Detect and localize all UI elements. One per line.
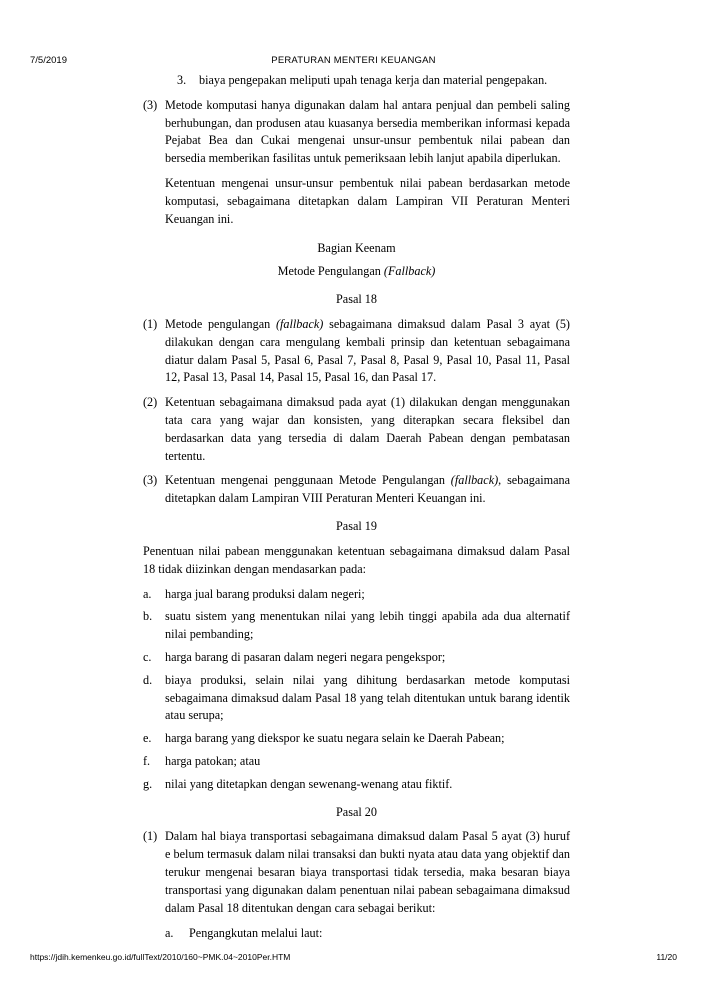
list-item <box>143 730 570 748</box>
text-part-a: Metode pengulangan <box>165 316 276 331</box>
list-marker: 3. <box>177 73 187 87</box>
list-marker: (2) <box>143 395 158 410</box>
list-item <box>165 925 570 943</box>
paragraph-pasal19-intro: Penentuan nilai pabean menggunakan ketentuan sebagaimana dimaksud dalam Pasal 18 tidak diizinkan dengan mendasarkan pada: <box>143 543 570 576</box>
document-body <box>143 72 570 942</box>
list-text: suatu sistem yang menentukan nilai yang lebih tinggi apabila ada dua alternatif nilai pembanding; <box>165 609 570 642</box>
page-header <box>0 55 707 69</box>
list-item <box>143 586 570 604</box>
pasal19-list <box>143 586 570 794</box>
list-marker: (1) <box>143 829 158 844</box>
list-item <box>143 828 570 917</box>
list-text: harga jual barang produksi dalam negeri; <box>165 586 365 601</box>
list-item <box>143 394 570 465</box>
list-item <box>143 753 570 771</box>
list-text: harga barang di pasaran dalam negeri negara pengekspor; <box>165 649 446 664</box>
list-text: Dalam hal biaya transportasi sebagaimana dimaksud dalam Pasal 5 ayat (3) huruf e belum termasuk dalam nilai transaksi dan bukti nyata atau data yang objektif dan terukur mengenai besaran biaya transportasi tidak tersedia, maka besaran biaya transportasi yang digunakan dalam penentuan nilai pabean sebagaimana dimaksud dalam Pasal 18 ditentukan dengan cara sebagai berikut: <box>165 829 570 915</box>
list-marker: d. <box>143 672 153 687</box>
text-italic: (fallback) <box>275 316 324 331</box>
list-item <box>143 649 570 667</box>
pasal-heading-19: Pasal 19 <box>336 519 377 534</box>
header-date: 7/5/2019 <box>30 55 67 66</box>
list-marker: c. <box>143 649 152 664</box>
header-title: PERATURAN MENTERI KEUANGAN <box>271 55 436 66</box>
metode-title-text: Metode Pengulangan <box>277 264 384 279</box>
list-marker: b. <box>143 609 153 624</box>
list-text: Ketentuan sebagaimana dimaksud pada ayat (1) dilakukan dengan menggunakan tata cara yang wajar dan konsisten, yang diterapkan secara fleksibel dan berdasarkan data yang tersedia di dalam Daerah Pabean dengan pembatasan tertentu. <box>165 395 570 463</box>
list-item <box>143 316 570 387</box>
footer-url: https://jdih.kemenkeu.go.id/fullText/2010/160~PMK.04~2010Per.HTM <box>30 952 291 962</box>
list-item <box>143 776 570 794</box>
list-marker: f. <box>143 754 151 768</box>
section-heading-bagian: Bagian Keenam <box>317 240 396 255</box>
list-marker: a. <box>143 586 152 601</box>
text-part-b: , sebagaimana ditetapkan dalam Lampiran VIII Peraturan Menteri Keuangan ini. <box>165 473 571 506</box>
list-text: biaya pengepakan meliputi upah tenaga kerja dan material pengepakan. <box>199 73 548 87</box>
list-item <box>143 97 570 168</box>
list-item <box>143 672 570 725</box>
list-text: Pengangkutan melalui laut: <box>189 925 323 940</box>
list-marker: g. <box>143 776 153 791</box>
text-italic: (fallback) <box>450 473 499 488</box>
paragraph-ketentuan-komputasi: Ketentuan mengenai unsur-unsur pembentuk nilai pabean berdasarkan metode komputasi, sebagaimana ditetapkan dalam Lampiran VII Peraturan Menteri Keuangan ini. <box>165 176 570 226</box>
metode-title-italic: (Fallback) <box>383 264 436 279</box>
list-marker: a. <box>165 925 174 940</box>
list-text <box>165 472 570 508</box>
list-item <box>143 472 570 508</box>
list-text: biaya produksi, selain nilai yang dihitung berdasarkan metode komputasi sebagaimana dimaksud dalam Pasal 18 yang telah ditentukan untuk barang identik atau serupa; <box>165 672 570 723</box>
section-heading-metode <box>143 263 570 281</box>
list-marker: (3) <box>143 473 158 488</box>
text-part-a: Ketentuan mengenai penggunaan Metode Pengulangan <box>165 473 451 488</box>
list-item <box>143 608 570 644</box>
list-text: nilai yang ditetapkan dengan sewenang-wenang atau fiktif. <box>165 776 453 791</box>
list-marker: e. <box>143 731 152 746</box>
list-item <box>177 72 570 90</box>
pasal-heading-20: Pasal 20 <box>336 804 377 819</box>
list-text: harga barang yang diekspor ke suatu negara selain ke Daerah Pabean; <box>165 731 505 746</box>
list-text: harga patokan; atau <box>165 754 261 768</box>
pasal-heading-18: Pasal 18 <box>336 292 377 307</box>
list-marker: (1) <box>143 316 158 331</box>
footer-page-number: 11/20 <box>656 952 677 962</box>
list-marker: (3) <box>143 97 158 112</box>
list-text: Metode komputasi hanya digunakan dalam hal antara penjual dan pembeli saling berhubungan, dan produsen atau kuasanya bersedia memberikan informasi kepada Pejabat Bea dan Cukai mengenai unsur-unsur pembentuk nilai pabean dan bersedia memberikan fasilitas untuk pemeriksaan lebih lanjut apabila diperlukan. <box>165 97 570 166</box>
list-text <box>165 316 570 387</box>
text-part-b: sebagaimana dimaksud dalam Pasal 3 ayat (5) dilakukan dengan cara mengulang kembali prinsip dan ketentuan sebagaimana diatur dalam Pasal 5, Pasal 6, Pasal 7, Pasal 8, Pasal 9, Pasal 10, Pasal 11, Pasal 12, Pasal 13, Pasal 14, Pasal 15, Pasal 16, dan Pasal 17. <box>165 316 570 385</box>
